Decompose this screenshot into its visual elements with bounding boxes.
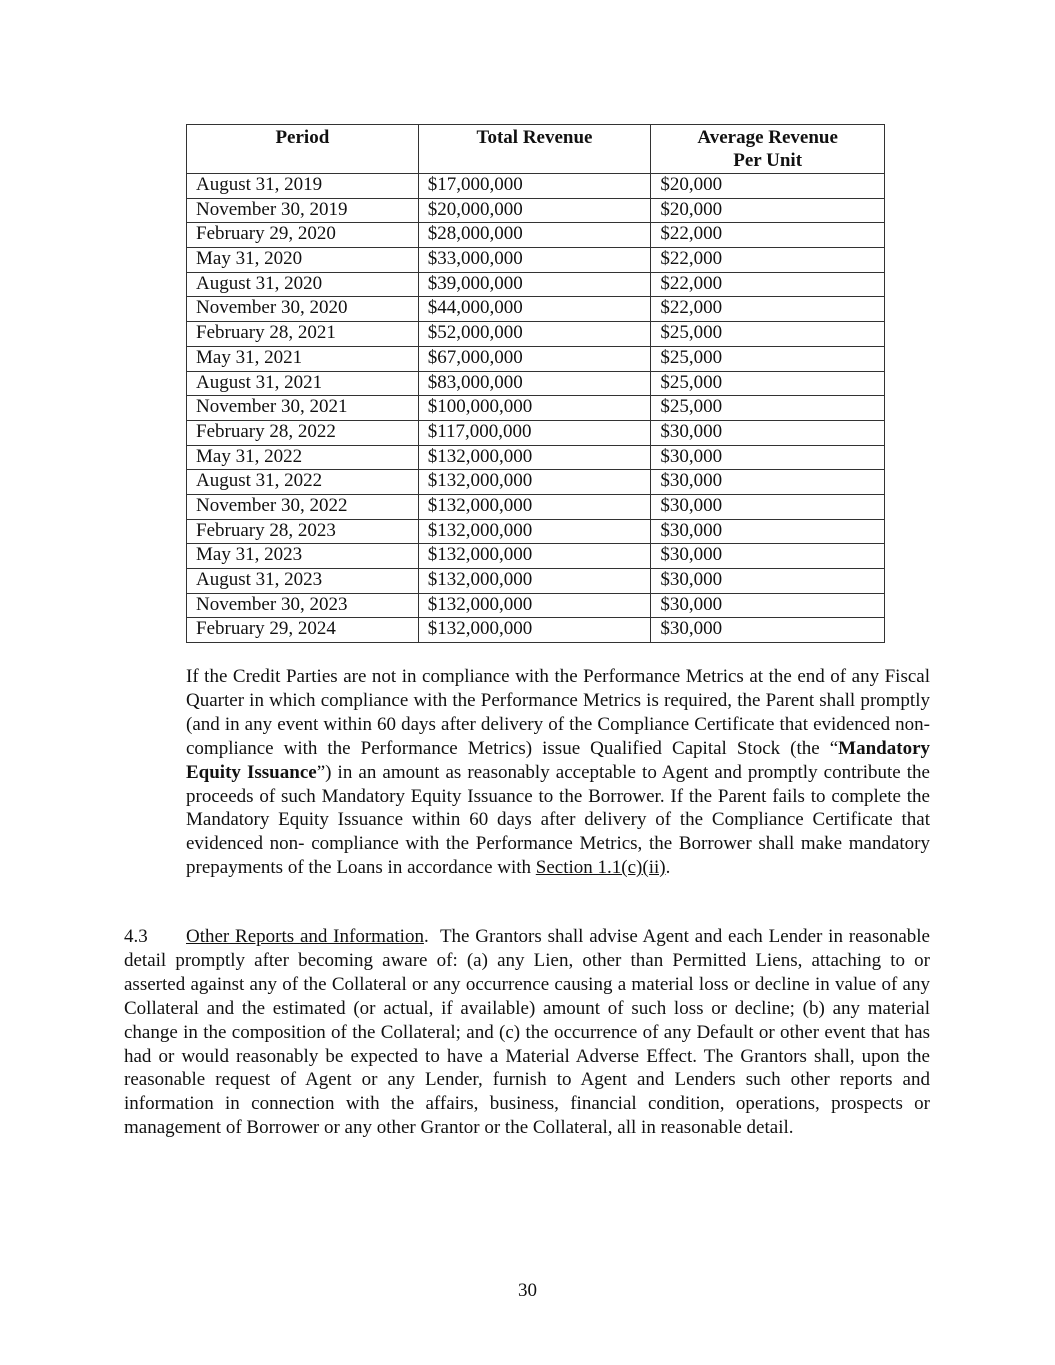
- cell-average-revenue-per-unit: $30,000: [651, 519, 885, 544]
- cell-period: February 28, 2021: [187, 322, 419, 347]
- cell-period: May 31, 2023: [187, 544, 419, 569]
- table-row: [187, 519, 885, 544]
- cell-total-revenue: $132,000,000: [418, 519, 651, 544]
- cell-period: August 31, 2020: [187, 272, 419, 297]
- table-row: [187, 569, 885, 594]
- cell-average-revenue-per-unit: $22,000: [651, 272, 885, 297]
- page-number: 30: [518, 1280, 537, 1301]
- section-cross-reference: Section 1.1(c)(ii): [535, 857, 666, 879]
- table-row: [187, 272, 885, 297]
- table-row: [187, 248, 885, 273]
- cell-total-revenue: $132,000,000: [418, 445, 651, 470]
- table-row: [187, 396, 885, 421]
- section-body: The Grantors shall advise Agent and each Lender in reasonable detail promptly after becoming aware of: (a) any Lien, other than Permitted Liens, attaching to or asserted against any of the Collateral or any occurrence causing a material loss or decline in value of any Collateral and the estimated (or actual, if available) amount of such loss or decline; (b) any material change in the composition of the Collateral; and (c) the occurrence of any Default or other event that has had or would reasonably be expected to have a Material Adverse Effect. The Grantors shall, upon the reasonable request of Agent or any Lender, furnish to Agent and Lenders such other reports and information in connection with the affairs, business, financial condition, operations, prospects or management of Borrower or any other Grantor or the Collateral, all in reasonable detail.: [124, 926, 930, 1139]
- header-line-2: Per Unit: [733, 150, 803, 171]
- cell-average-revenue-per-unit: $22,000: [651, 297, 885, 322]
- cell-period: August 31, 2023: [187, 569, 419, 594]
- table-row: [187, 322, 885, 347]
- cell-average-revenue-per-unit: $20,000: [651, 174, 885, 199]
- table-row: [187, 494, 885, 519]
- header-period: Period: [187, 125, 419, 174]
- cell-period: August 31, 2021: [187, 371, 419, 396]
- cell-total-revenue: $17,000,000: [418, 174, 651, 199]
- table-row: [187, 174, 885, 199]
- cell-total-revenue: $28,000,000: [418, 223, 651, 248]
- cell-total-revenue: $44,000,000: [418, 297, 651, 322]
- heading-suffix: .: [423, 926, 440, 947]
- table-row: [187, 198, 885, 223]
- cell-period: November 30, 2020: [187, 297, 419, 322]
- cell-period: May 31, 2021: [187, 346, 419, 371]
- cell-average-revenue-per-unit: $30,000: [651, 593, 885, 618]
- paragraph-text: .: [665, 857, 671, 879]
- cell-period: May 31, 2020: [187, 248, 419, 273]
- cell-average-revenue-per-unit: $25,000: [651, 396, 885, 421]
- cell-average-revenue-per-unit: $30,000: [651, 494, 885, 519]
- cell-total-revenue: $132,000,000: [418, 618, 651, 643]
- cell-average-revenue-per-unit: $25,000: [651, 322, 885, 347]
- cell-total-revenue: $132,000,000: [418, 593, 651, 618]
- table-row: [187, 544, 885, 569]
- cell-average-revenue-per-unit: $20,000: [651, 198, 885, 223]
- table-header-row: [187, 125, 885, 174]
- paragraph-text: If the Credit Parties are not in compliance with the Performance Metrics at the end of any Fiscal Quarter in which compliance with the Performance Metrics is required, the Parent shall promptly (and in any event within 60 days after delivery of the Compliance Certificate that evidenced non-compliance with the Performance Metrics) issue Qualified Capital Stock (the “: [186, 666, 930, 759]
- cell-average-revenue-per-unit: $30,000: [651, 420, 885, 445]
- cell-period: February 29, 2020: [187, 223, 419, 248]
- cell-total-revenue: $52,000,000: [418, 322, 651, 347]
- table-row: [187, 346, 885, 371]
- cell-average-revenue-per-unit: $25,000: [651, 346, 885, 371]
- cell-period: February 29, 2024: [187, 618, 419, 643]
- header-total-revenue: Total Revenue: [418, 125, 651, 174]
- paragraph-text: ”) in an amount as reasonably acceptable to Agent and promptly contribute the proceeds of such Mandatory Equity Issuance to the Borrower. If the Parent fails to complete the Mandatory Equity Issuance within 60 days after delivery of the Compliance Certificate that evidenced non- compliance with the Performance Metrics, the Borrower shall make mandatory prepayments of the Loans in accordance with: [186, 761, 930, 879]
- cell-total-revenue: $67,000,000: [418, 346, 651, 371]
- cell-period: February 28, 2022: [187, 420, 419, 445]
- table-row: [187, 297, 885, 322]
- cell-period: May 31, 2022: [187, 445, 419, 470]
- cell-average-revenue-per-unit: $22,000: [651, 223, 885, 248]
- cell-period: August 31, 2022: [187, 470, 419, 495]
- cell-total-revenue: $132,000,000: [418, 544, 651, 569]
- cell-average-revenue-per-unit: $30,000: [651, 618, 885, 643]
- cell-average-revenue-per-unit: $30,000: [651, 445, 885, 470]
- header-average-revenue-per-unit: [651, 125, 885, 174]
- cell-total-revenue: $20,000,000: [418, 198, 651, 223]
- cell-total-revenue: $132,000,000: [418, 470, 651, 495]
- cell-total-revenue: $132,000,000: [418, 569, 651, 594]
- cell-period: November 30, 2022: [187, 494, 419, 519]
- table-row: [187, 420, 885, 445]
- cell-average-revenue-per-unit: $25,000: [651, 371, 885, 396]
- table-body: [187, 174, 885, 643]
- cell-total-revenue: $117,000,000: [418, 420, 651, 445]
- cell-period: November 30, 2021: [187, 396, 419, 421]
- section-heading: Other Reports and Information: [186, 926, 424, 947]
- cell-period: November 30, 2019: [187, 198, 419, 223]
- cell-period: August 31, 2019: [187, 174, 419, 199]
- cell-average-revenue-per-unit: $30,000: [651, 470, 885, 495]
- defined-term: Mandatory Equity Issuance: [186, 737, 930, 783]
- header-line-1: Average Revenue: [697, 127, 838, 148]
- cell-period: February 28, 2023: [187, 519, 419, 544]
- mandatory-equity-paragraph: [186, 665, 930, 880]
- cell-total-revenue: $33,000,000: [418, 248, 651, 273]
- cell-average-revenue-per-unit: $22,000: [651, 248, 885, 273]
- table-row: [187, 445, 885, 470]
- cell-period: November 30, 2023: [187, 593, 419, 618]
- table-row: [187, 223, 885, 248]
- cell-total-revenue: $132,000,000: [418, 494, 651, 519]
- section-number: 4.3: [124, 926, 148, 947]
- table-row: [187, 470, 885, 495]
- cell-average-revenue-per-unit: $30,000: [651, 569, 885, 594]
- cell-total-revenue: $100,000,000: [418, 396, 651, 421]
- cell-total-revenue: $83,000,000: [418, 371, 651, 396]
- section-4-3-paragraph: [124, 925, 930, 1140]
- table-row: [187, 371, 885, 396]
- table-row: [187, 593, 885, 618]
- table-row: [187, 618, 885, 643]
- cell-total-revenue: $39,000,000: [418, 272, 651, 297]
- cell-average-revenue-per-unit: $30,000: [651, 544, 885, 569]
- performance-metrics-table: [186, 124, 885, 643]
